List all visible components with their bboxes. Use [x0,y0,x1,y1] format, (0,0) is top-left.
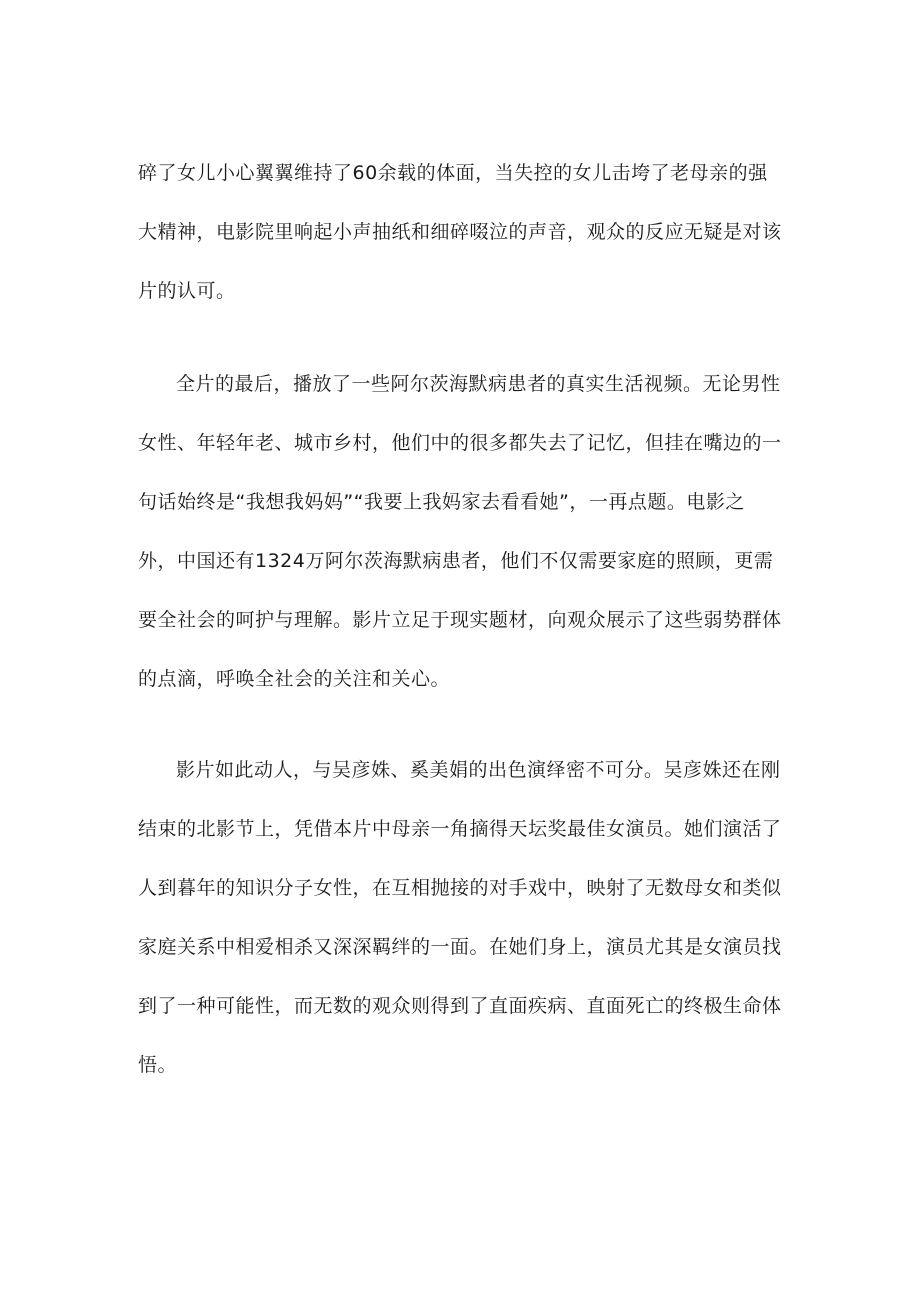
paragraph-line: 悟。 [138,1054,178,1076]
paragraph-line: 影片如此动人，与吴彦姝、奚美娟的出色演绎密不可分。吴彦姝还在刚 [176,759,781,781]
paragraph-line: 到了一种可能性，而无数的观众则得到了直面疾病、直面死亡的终极生命体 [138,995,782,1017]
paragraph-line: 全片的最后，播放了一些阿尔茨海默病患者的真实生活视频。无论男性 [176,373,781,395]
paragraph-line: 句话始终是“我想我妈妈”“我要上我妈家去看看她”，一再点题。电影之 [138,491,745,513]
paragraph-line: 的点滴，呼唤全社会的关注和关心。 [138,668,451,690]
paragraph-1 [138,144,798,321]
paragraph-line: 要全社会的呵护与理解。影片立足于现实题材，向观众展示了这些弱势群体 [138,609,782,631]
paragraph-line: 人到暮年的知识分子女性，在互相抛接的对手戏中，映射了无数母女和类似 [138,877,782,899]
paragraph-line: 片的认可。 [138,280,236,302]
paragraph-line: 结束的北影节上，凭借本片中母亲一角摘得天坛奖最佳女演员。她们演活了 [138,818,782,840]
paragraph-line: 女性、年轻年老、城市乡村，他们中的很多都失去了记忆，但挂在嘴边的一 [138,432,782,454]
paragraph-line: 外，中国还有1324万阿尔茨海默病患者，他们不仅需要家庭的照顾，更需 [138,550,774,572]
paragraph-line: 碎了女儿小心翼翼维持了60余载的体面，当失控的女儿击垮了老母亲的强 [138,162,768,184]
paragraph-2 [138,355,798,709]
paragraph-line: 大精神，电影院里响起小声抽纸和细碎啜泣的声音，观众的反应无疑是对该 [138,221,782,243]
paragraph-line: 家庭关系中相爱相杀又深深羁绊的一面。在她们身上，演员尤其是女演员找 [138,936,782,958]
paragraph-3 [138,741,798,1095]
